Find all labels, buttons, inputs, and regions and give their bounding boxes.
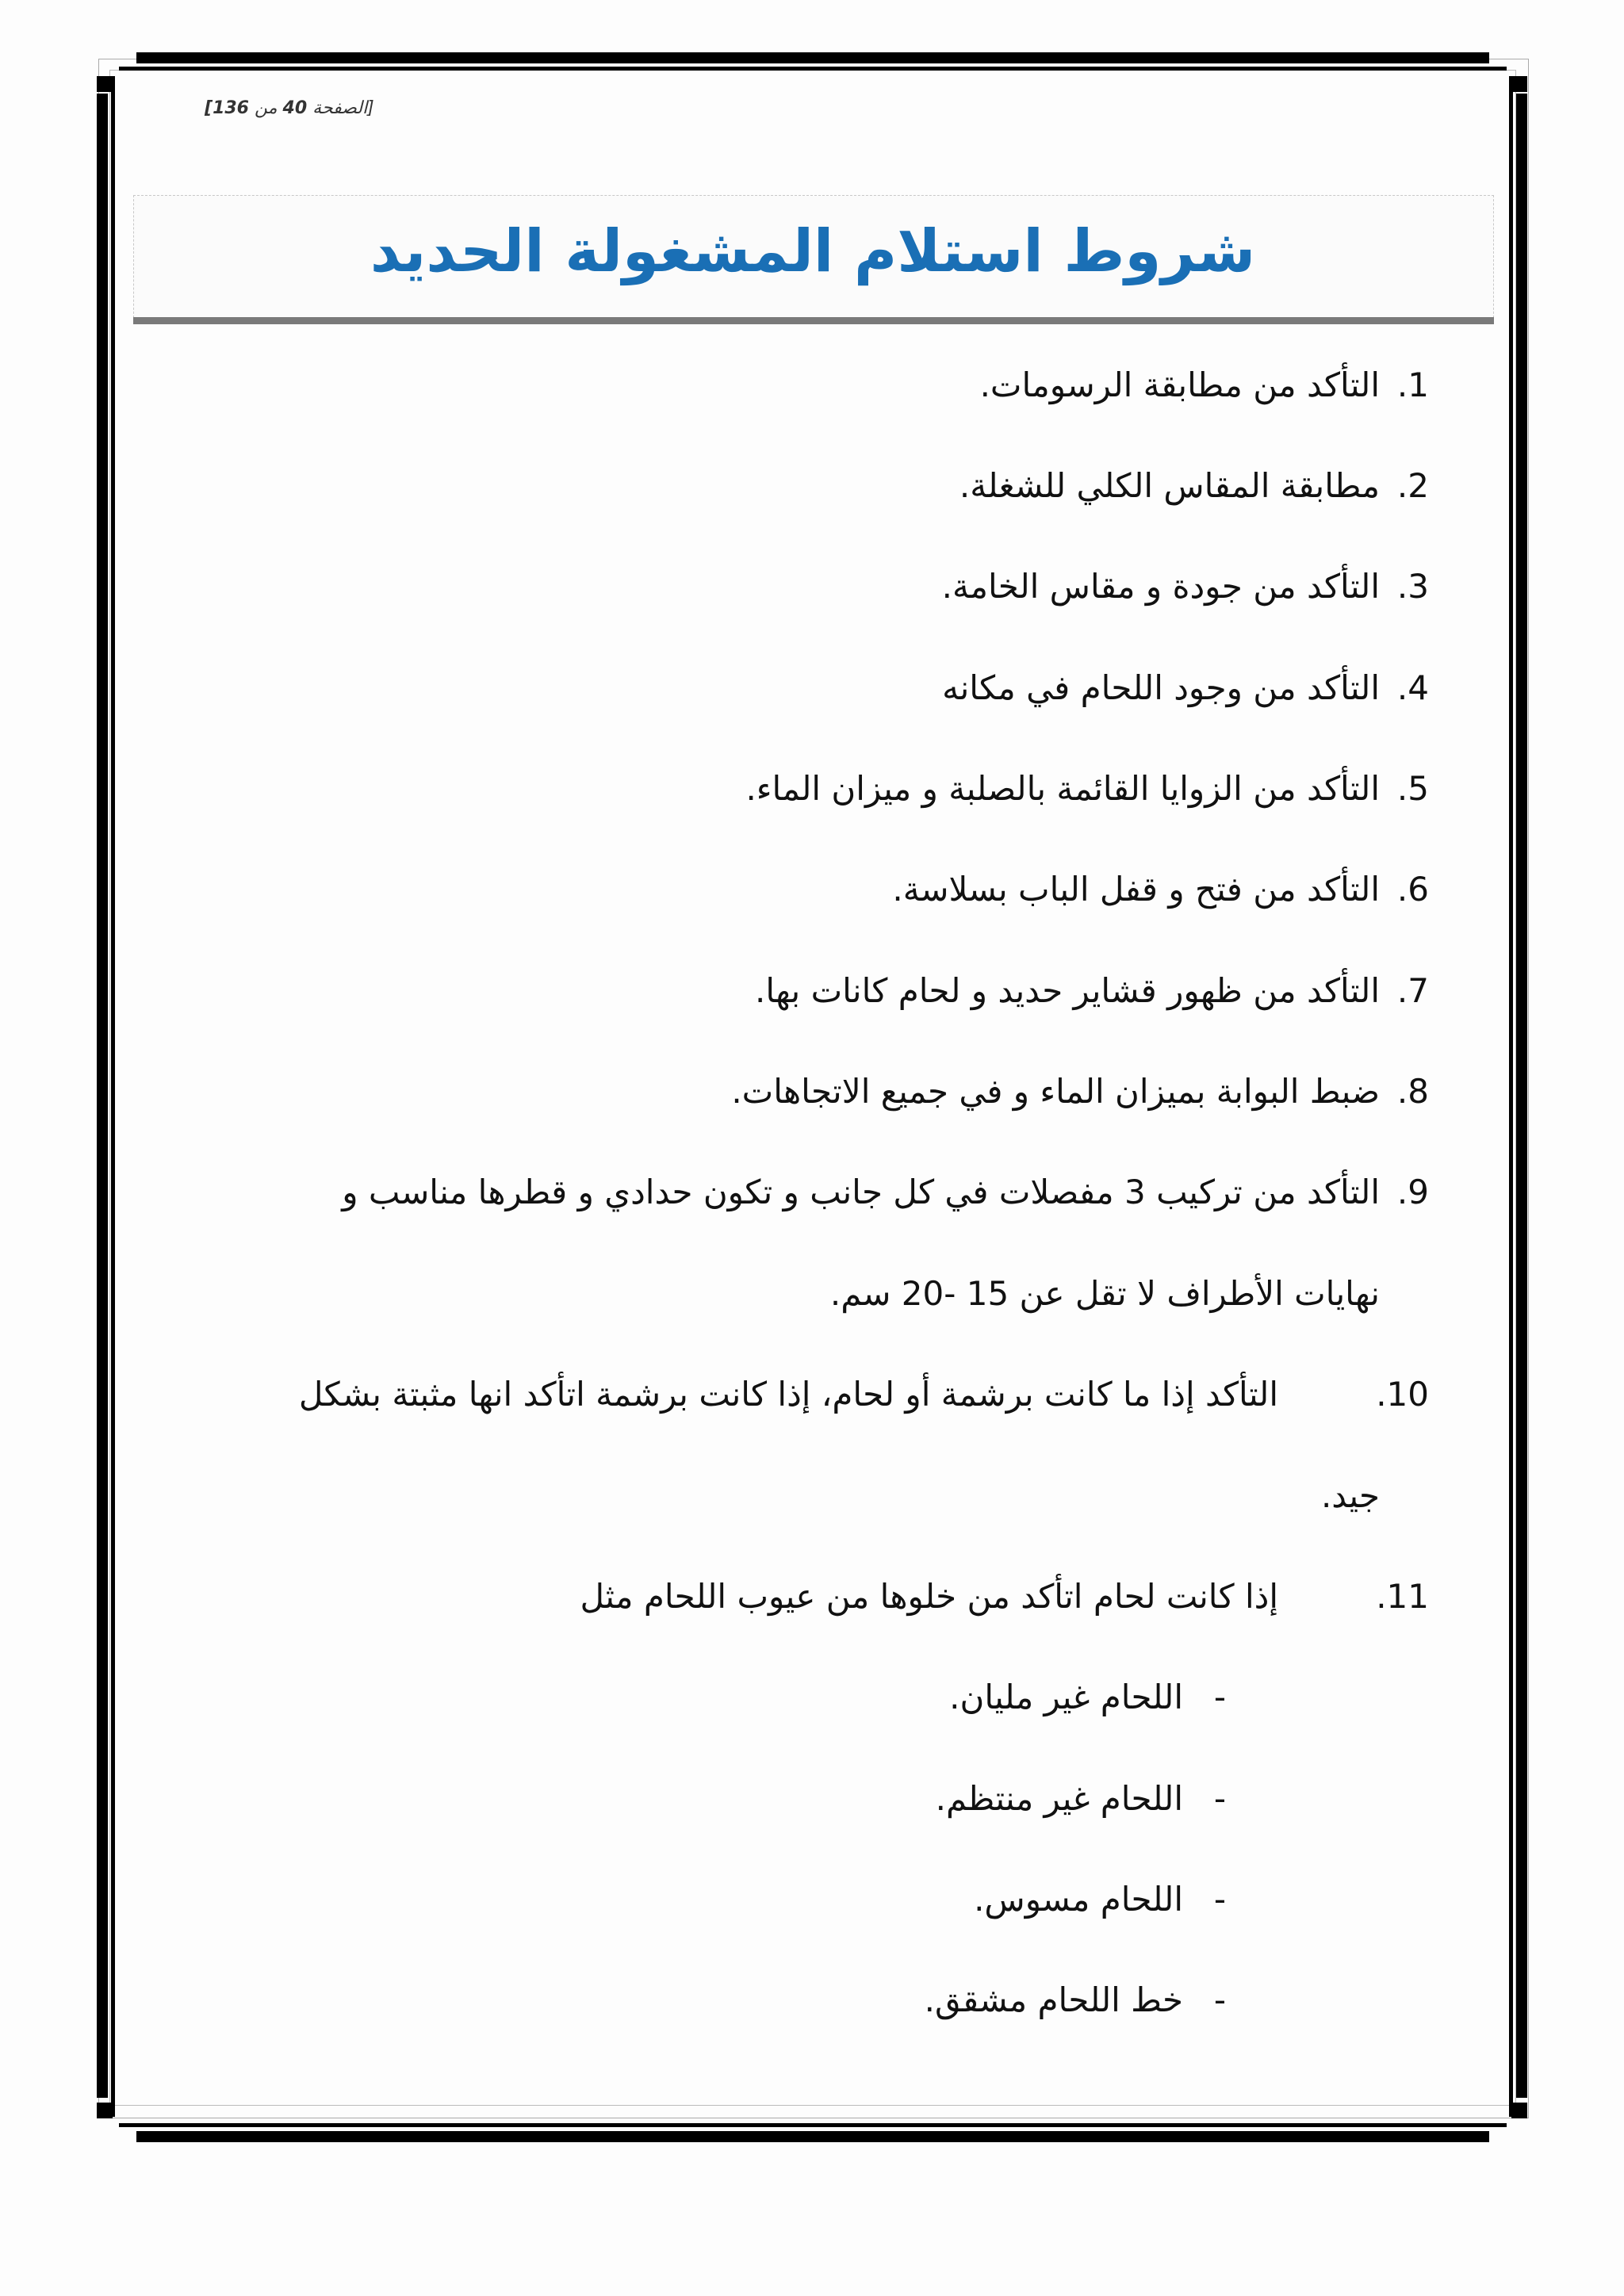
list-item: التأكد من تركيب 3 مفصلات في كل جانب و تكون حدادي و قطرها مناسب و	[342, 1173, 1380, 1211]
page-prefix: [الصفحة	[312, 98, 374, 118]
page-title: شروط استلام المشغولة الحديد	[370, 217, 1256, 285]
border-bar-bottom-thin	[119, 2123, 1507, 2127]
list-item: إذا كانت لحام اتأكد من خلوها من عيوب اللحام مثل	[580, 1577, 1278, 1616]
sub-item-marker: -	[1213, 1880, 1226, 1919]
page-of: من	[255, 98, 278, 118]
page-number-header	[205, 98, 411, 118]
list-item: التأكد من وجود اللحام في مكانه	[942, 668, 1380, 707]
item-number: .10	[1376, 1375, 1429, 1414]
title-underline	[133, 317, 1494, 324]
sub-list-item: خط اللحام مشقق.	[924, 1980, 1183, 2019]
item-number: .8	[1396, 1072, 1429, 1111]
list-item: التأكد من الزوايا القائمة بالصلبة و ميزان الماء.	[745, 769, 1380, 808]
item-number: .6	[1396, 870, 1429, 909]
sub-list-item: اللحام غير منتظم.	[935, 1779, 1183, 1818]
list-item: التأكد إذا ما كانت برشمة أو لحام، إذا كانت برشمة اتأكد انها مثبتة بشكل	[298, 1375, 1278, 1414]
border-bar-left	[97, 94, 108, 2098]
list-item-continuation: جيد.	[1320, 1476, 1380, 1515]
sub-list-item: اللحام غير مليان.	[949, 1678, 1183, 1716]
sub-list-item: اللحام مسوس.	[974, 1880, 1183, 1919]
list-item: التأكد من ظهور قشاير حديد و لحام كانات بها.	[755, 971, 1380, 1010]
border-bar-top	[136, 52, 1489, 63]
page-total: 136]	[205, 98, 249, 118]
border-corner-br	[1511, 2103, 1527, 2118]
border-bar-left-thin	[111, 76, 115, 2117]
item-number: .4	[1396, 668, 1429, 707]
sub-item-marker: -	[1213, 1980, 1226, 2019]
border-bar-right-thin	[1509, 76, 1513, 2117]
border-corner-tr	[1511, 76, 1527, 92]
border-corner-tl	[97, 76, 113, 92]
border-bar-bottom	[136, 2131, 1489, 2142]
item-number: .3	[1396, 567, 1429, 606]
sub-item-marker: -	[1213, 1779, 1226, 1818]
border-bar-right	[1516, 94, 1527, 2098]
sub-item-marker: -	[1213, 1678, 1226, 1716]
item-number: .1	[1396, 365, 1429, 404]
item-number: .7	[1396, 971, 1429, 1010]
item-number: .2	[1396, 466, 1429, 505]
list-item: ضبط البوابة بميزان الماء و في جميع الاتجاهات.	[731, 1072, 1380, 1111]
list-item: التأكد من مطابقة الرسومات.	[979, 365, 1380, 404]
border-bar-top-thin	[119, 67, 1507, 71]
item-number: .11	[1376, 1577, 1429, 1616]
list-item: التأكد من فتح و قفل الباب بسلاسة.	[892, 870, 1380, 909]
list-item: التأكد من جودة و مقاس الخامة.	[941, 567, 1380, 606]
item-number: .5	[1396, 769, 1429, 808]
border-corner-bl	[97, 2103, 113, 2118]
list-item: مطابقة المقاس الكلي للشغلة.	[959, 466, 1380, 505]
page-current: 40	[282, 98, 308, 118]
item-number: .9	[1396, 1173, 1429, 1211]
list-item-continuation: نهايات الأطراف لا تقل عن 15 -20 سم.	[829, 1274, 1380, 1313]
